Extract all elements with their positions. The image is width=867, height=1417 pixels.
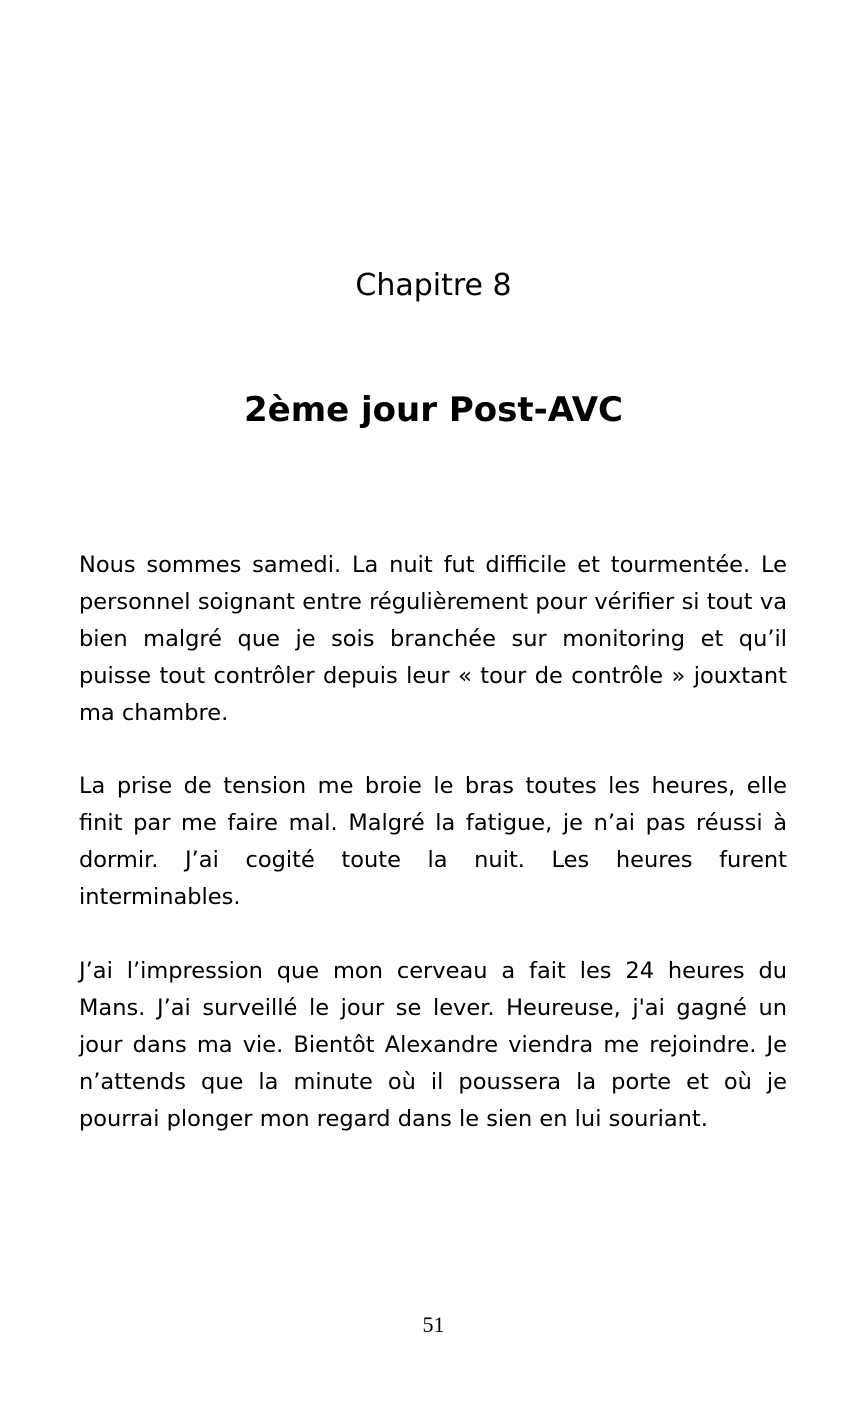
paragraph-3: J’ai l’impression que mon cerveau a fait les 24 heures du Mans. J’ai surveillé le jour se lever. Heureuse, j'ai gagné un jour dans ma vie. Bientôt Alexandre viendra me rejoindre. Je n’attends que la minute où il poussera la porte et où je pourrai plonger mon regard dans le sien en lui souriant. [79,958,787,1132]
paragraph-1: Nous sommes samedi. La nuit fut difficile et tourmentée. Le personnel soignant entre régulièrement pour vérifier si tout va bien malgré que je sois branchée sur monitoring et qu’il puisse tout contrôler depuis leur « tour de contrôle » jouxtant ma chambre. [79,552,787,726]
page-number: 51 [422,1312,445,1337]
paragraph-2: La prise de tension me broie le bras toutes les heures, elle finit par me faire mal. Malgré la fatigue, je n’ai pas réussi à dormir. J’ai cogité toute la nuit. Les heures furent interminables. [79,773,787,910]
chapter-label: Chapitre 8 [355,268,512,303]
chapter-title: 2ème jour Post-AVC [243,390,623,430]
